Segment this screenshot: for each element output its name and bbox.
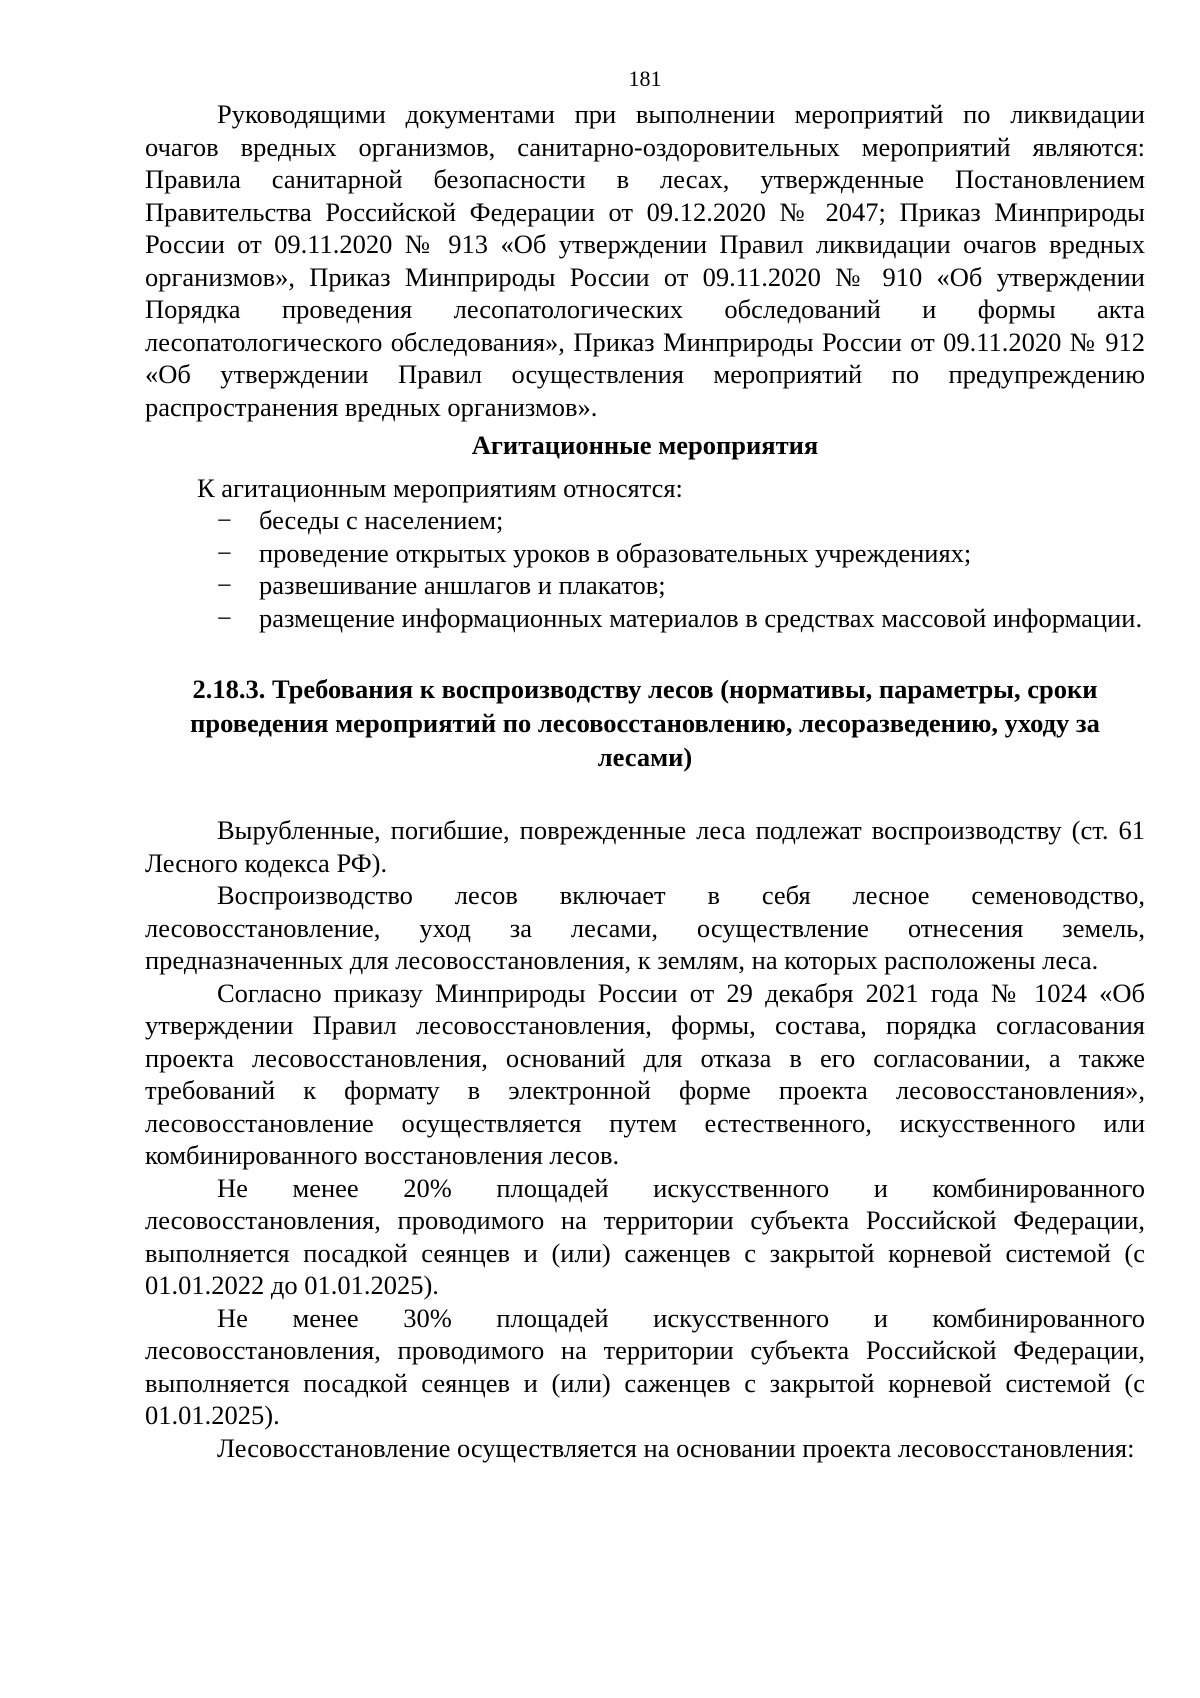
body-paragraph: Лесовосстановление осуществляется на основании проекта лесовосстановления: bbox=[217, 1432, 1135, 1463]
list-item-text: беседы с населением; bbox=[259, 505, 504, 535]
body-paragraph: Не менее 20% площадей искусственного и комбинированного лесовосстановления, проводимого на территории субъекта Российской Федерации, выполняется посадкой сеянцев и (или) саженцев с закрытой корневой системой (с 01.01.2022 до 01.01.2025). bbox=[145, 1172, 1145, 1300]
dash-bullet: − bbox=[217, 537, 232, 568]
intro-paragraph: Руководящими документами при выполнении мероприятий по ликвидации очагов вредных организмов, санитарно-оздоровительных мероприятий являются: Правила санитарной безопасности в лесах, утвержденные Постановлением Правительства Российской Федерации от 09.12.2020 № 2047; Приказ Минприроды России от 09.11.2020 № 913 «Об утверждении Правил ликвидации очагов вредных организмов», Приказ Минприроды России от 09.11.2020 № 910 «Об утверждении Порядка проведения лесопатологических обследований и формы акта лесопатологического обследования», Приказ Минприроды России от 09.11.2020 № 912 «Об утверждении Правил осуществления мероприятий по предупреждению распространения вредных организмов». bbox=[145, 99, 1145, 422]
page-number: 181 bbox=[628, 66, 662, 91]
body-paragraph: Не менее 30% площадей искусственного и комбинированного лесовосстановления, проводимого на территории субъекта Российской Федерации, выполняется посадкой сеянцев и (или) саженцев с закрытой корневой системой (с 01.01.2025). bbox=[145, 1302, 1145, 1430]
document-page bbox=[145, 66, 1145, 1464]
body-paragraph: Согласно приказу Минприроды России от 29 декабря 2021 года № 1024 «Об утверждении Правил лесовосстановления, формы, состава, порядка согласования проекта лесовосстановления, оснований для отказа в его согласовании, а также требований к формату в электронной форме проекта лесовосстановления», лесовосстановление осуществляется путем естественного, искусственного или комбинированного восстановления лесов. bbox=[145, 977, 1145, 1170]
dash-bullet: − bbox=[217, 602, 232, 633]
list-item bbox=[145, 569, 1145, 602]
list-item-text: размещение информационных материалов в средствах массовой информации. bbox=[259, 602, 1143, 633]
list-item bbox=[145, 504, 1145, 537]
agitation-heading: Агитационные мероприятия bbox=[471, 430, 819, 460]
dash-bullet: − bbox=[217, 505, 232, 535]
section-heading: 2.18.3. Требования к воспроизводству лесов (нормативы, параметры, сроки проведения мероприятий по лесовосстановлению, лесоразведению, уходу за лесами) bbox=[190, 674, 1100, 772]
dash-bullet: − bbox=[217, 570, 232, 600]
list-item bbox=[145, 602, 1145, 635]
body-paragraph: Вырубленные, погибшие, поврежденные леса подлежат воспроизводству (ст. 61 Лесного кодекса РФ). bbox=[145, 815, 1145, 878]
list-item-text: проведение открытых уроков в образовательных учреждениях; bbox=[259, 537, 972, 568]
list-item bbox=[145, 537, 1145, 570]
body-paragraph: Воспроизводство лесов включает в себя лесное семеноводство, лесовосстановление, уход за лесами, осуществление отнесения земель, предназначенных для лесовосстановления, к землям, на которых расположены леса. bbox=[145, 880, 1145, 975]
agitation-intro: К агитационным мероприятиям относятся: bbox=[197, 472, 683, 503]
agitation-list bbox=[145, 504, 1145, 634]
list-item-text: развешивание аншлагов и плакатов; bbox=[259, 570, 666, 600]
